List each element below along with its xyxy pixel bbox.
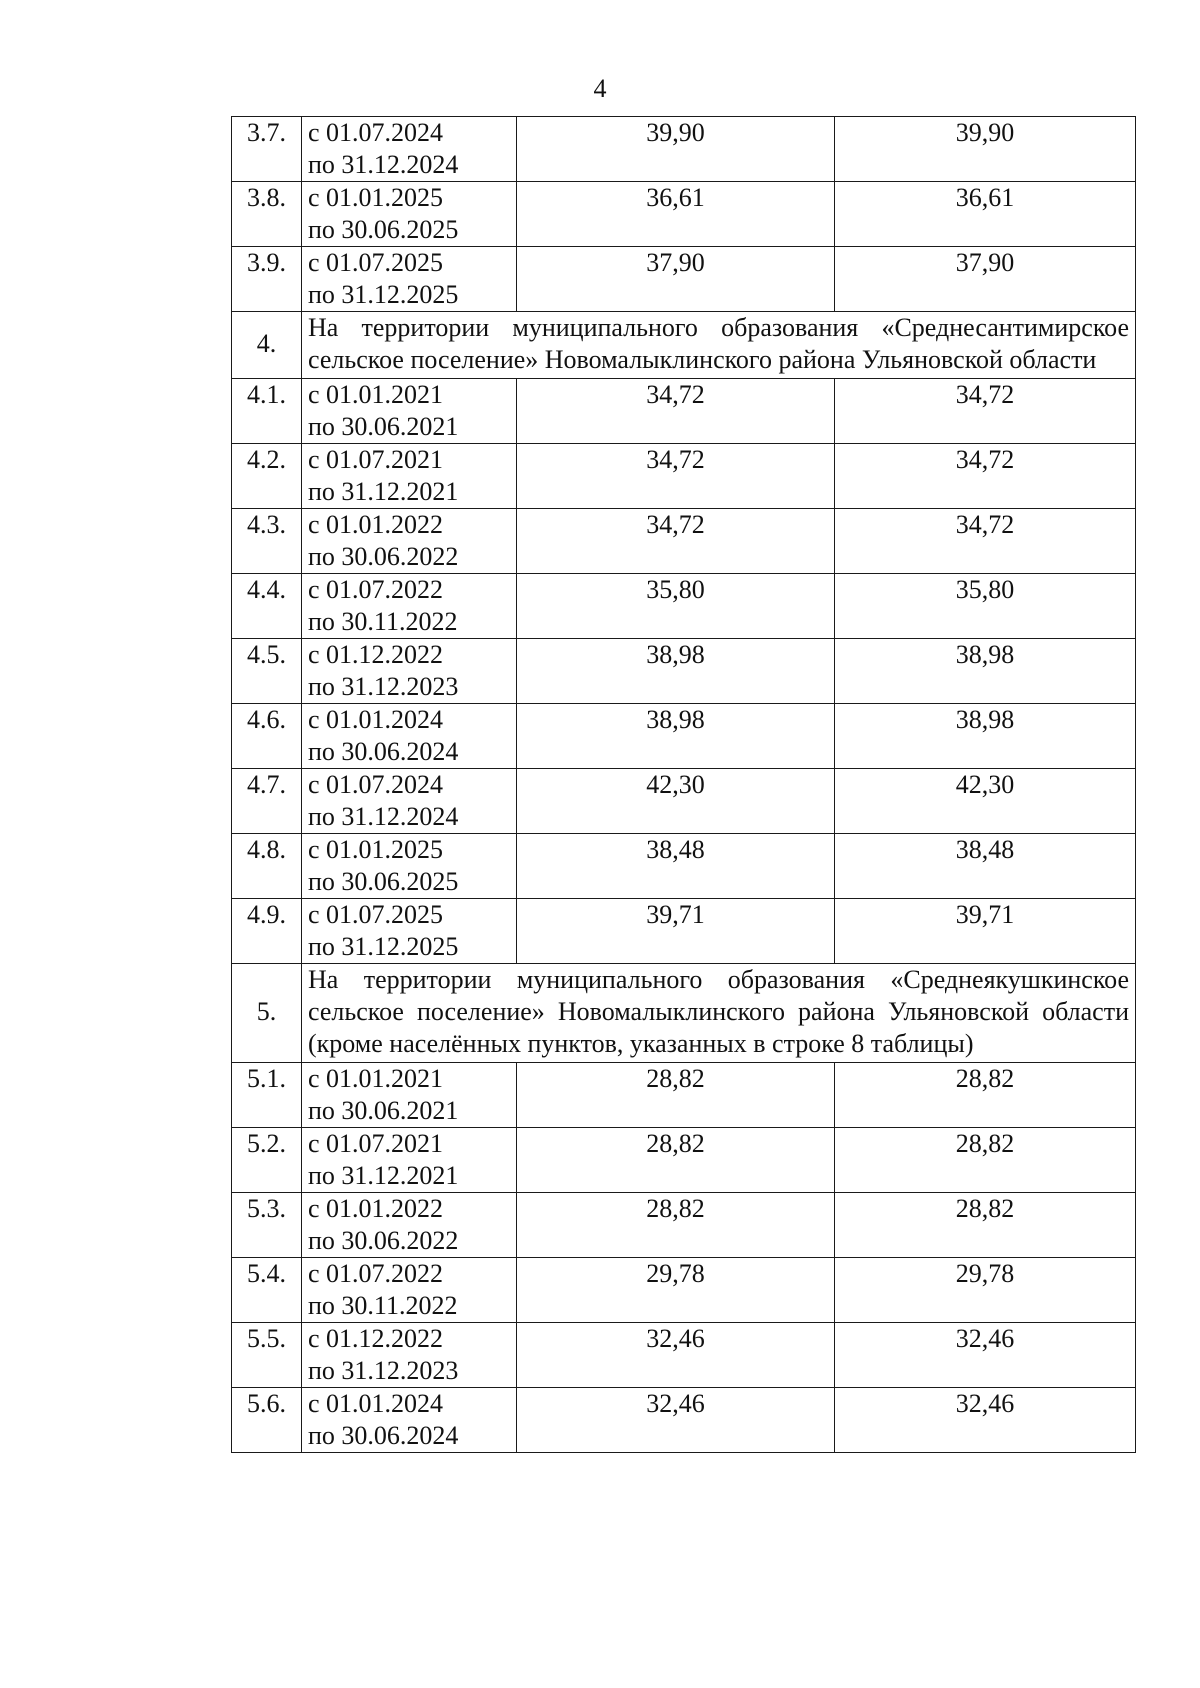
tariff-value-2: 34,72 bbox=[835, 444, 1136, 509]
table-row bbox=[232, 1323, 1136, 1388]
period-to: по 30.06.2021 bbox=[308, 412, 459, 441]
period-from: с 01.07.2025 bbox=[308, 248, 444, 277]
section-title: На территории муниципального образования «Среднесантимирское сельское поселение» Новомалыклинского района Ульяновской области bbox=[302, 312, 1136, 379]
row-number: 4.9. bbox=[232, 899, 302, 964]
period-to: по 31.12.2025 bbox=[308, 280, 459, 309]
tariff-value-2: 39,71 bbox=[835, 899, 1136, 964]
period-to: по 30.06.2025 bbox=[308, 215, 459, 244]
table-row bbox=[232, 574, 1136, 639]
tariff-value-2: 34,72 bbox=[835, 509, 1136, 574]
tariff-value-1: 28,82 bbox=[517, 1128, 835, 1193]
tariff-value-1: 32,46 bbox=[517, 1388, 835, 1453]
section-number: 5. bbox=[232, 964, 302, 1063]
tariff-value-1: 38,98 bbox=[517, 639, 835, 704]
tariff-value-1: 34,72 bbox=[517, 379, 835, 444]
period-to: по 30.06.2021 bbox=[308, 1096, 459, 1125]
tariff-table bbox=[231, 116, 1136, 1453]
tariff-value-2: 42,30 bbox=[835, 769, 1136, 834]
period-from: с 01.07.2024 bbox=[308, 770, 444, 799]
table-row bbox=[232, 247, 1136, 312]
table-row bbox=[232, 1193, 1136, 1258]
period-to: по 31.12.2023 bbox=[308, 672, 459, 701]
period-cell bbox=[302, 379, 517, 444]
tariff-value-1: 28,82 bbox=[517, 1063, 835, 1128]
table-row bbox=[232, 899, 1136, 964]
tariff-value-1: 35,80 bbox=[517, 574, 835, 639]
table-row bbox=[232, 1063, 1136, 1128]
period-cell bbox=[302, 117, 517, 182]
period-from: с 01.01.2022 bbox=[308, 1194, 444, 1223]
period-cell bbox=[302, 1128, 517, 1193]
table-row bbox=[232, 834, 1136, 899]
period-to: по 30.06.2022 bbox=[308, 1226, 459, 1255]
tariff-value-2: 37,90 bbox=[835, 247, 1136, 312]
table-row bbox=[232, 704, 1136, 769]
tariff-value-2: 35,80 bbox=[835, 574, 1136, 639]
tariff-value-1: 28,82 bbox=[517, 1193, 835, 1258]
row-number: 5.2. bbox=[232, 1128, 302, 1193]
table-row bbox=[232, 182, 1136, 247]
period-to: по 30.11.2022 bbox=[308, 1291, 458, 1320]
period-to: по 30.11.2022 bbox=[308, 607, 458, 636]
tariff-table-body bbox=[232, 117, 1136, 1453]
row-number: 3.7. bbox=[232, 117, 302, 182]
period-to: по 30.06.2024 bbox=[308, 1421, 459, 1450]
row-number: 4.1. bbox=[232, 379, 302, 444]
row-number: 3.9. bbox=[232, 247, 302, 312]
table-row bbox=[232, 379, 1136, 444]
tariff-value-2: 28,82 bbox=[835, 1193, 1136, 1258]
period-from: с 01.01.2024 bbox=[308, 705, 444, 734]
tariff-value-1: 38,48 bbox=[517, 834, 835, 899]
tariff-value-1: 37,90 bbox=[517, 247, 835, 312]
period-from: с 01.12.2022 bbox=[308, 640, 444, 669]
row-number: 4.8. bbox=[232, 834, 302, 899]
period-to: по 31.12.2024 bbox=[308, 150, 459, 179]
tariff-value-2: 34,72 bbox=[835, 379, 1136, 444]
row-number: 5.3. bbox=[232, 1193, 302, 1258]
period-to: по 31.12.2021 bbox=[308, 477, 459, 506]
table-row bbox=[232, 444, 1136, 509]
period-cell bbox=[302, 1388, 517, 1453]
tariff-value-1: 39,90 bbox=[517, 117, 835, 182]
period-to: по 30.06.2025 bbox=[308, 867, 459, 896]
period-from: с 01.07.2024 bbox=[308, 118, 444, 147]
period-cell bbox=[302, 247, 517, 312]
tariff-value-2: 38,48 bbox=[835, 834, 1136, 899]
period-from: с 01.07.2025 bbox=[308, 900, 444, 929]
table-row bbox=[232, 639, 1136, 704]
tariff-value-1: 32,46 bbox=[517, 1323, 835, 1388]
period-from: с 01.07.2022 bbox=[308, 575, 444, 604]
page-number: 4 bbox=[593, 74, 607, 103]
period-from: с 01.01.2025 bbox=[308, 183, 444, 212]
tariff-value-2: 32,46 bbox=[835, 1323, 1136, 1388]
table-row bbox=[232, 117, 1136, 182]
period-to: по 30.06.2024 bbox=[308, 737, 459, 766]
tariff-value-1: 38,98 bbox=[517, 704, 835, 769]
period-cell bbox=[302, 574, 517, 639]
period-cell bbox=[302, 444, 517, 509]
section-row bbox=[232, 964, 1136, 1063]
tariff-value-2: 29,78 bbox=[835, 1258, 1136, 1323]
period-to: по 31.12.2025 bbox=[308, 932, 459, 961]
tariff-value-2: 32,46 bbox=[835, 1388, 1136, 1453]
row-number: 4.6. bbox=[232, 704, 302, 769]
table-row bbox=[232, 1258, 1136, 1323]
period-cell bbox=[302, 639, 517, 704]
section-title: На территории муниципального образования «Среднеякушкинское сельское поселение» Новомалыклинского района Ульяновской области (кроме населённых пунктов, указанных в строке 8 таблицы) bbox=[302, 964, 1136, 1063]
tariff-value-2: 38,98 bbox=[835, 639, 1136, 704]
period-cell bbox=[302, 509, 517, 574]
period-from: с 01.01.2021 bbox=[308, 380, 444, 409]
period-from: с 01.01.2024 bbox=[308, 1389, 444, 1418]
period-from: с 01.01.2025 bbox=[308, 835, 444, 864]
table-row bbox=[232, 509, 1136, 574]
row-number: 4.2. bbox=[232, 444, 302, 509]
section-number: 4. bbox=[232, 312, 302, 379]
row-number: 4.7. bbox=[232, 769, 302, 834]
period-from: с 01.07.2022 bbox=[308, 1259, 444, 1288]
row-number: 4.4. bbox=[232, 574, 302, 639]
tariff-value-2: 36,61 bbox=[835, 182, 1136, 247]
period-from: с 01.01.2021 bbox=[308, 1064, 444, 1093]
period-from: с 01.07.2021 bbox=[308, 1129, 444, 1158]
section-row bbox=[232, 312, 1136, 379]
row-number: 3.8. bbox=[232, 182, 302, 247]
period-cell bbox=[302, 1323, 517, 1388]
tariff-value-2: 39,90 bbox=[835, 117, 1136, 182]
period-cell bbox=[302, 1193, 517, 1258]
period-cell bbox=[302, 182, 517, 247]
tariff-value-1: 42,30 bbox=[517, 769, 835, 834]
period-to: по 31.12.2021 bbox=[308, 1161, 459, 1190]
period-cell bbox=[302, 1063, 517, 1128]
tariff-value-1: 34,72 bbox=[517, 444, 835, 509]
table-row bbox=[232, 1128, 1136, 1193]
tariff-value-1: 36,61 bbox=[517, 182, 835, 247]
period-to: по 30.06.2022 bbox=[308, 542, 459, 571]
row-number: 5.6. bbox=[232, 1388, 302, 1453]
period-to: по 31.12.2023 bbox=[308, 1356, 459, 1385]
period-cell bbox=[302, 704, 517, 769]
period-cell bbox=[302, 834, 517, 899]
period-from: с 01.01.2022 bbox=[308, 510, 444, 539]
tariff-value-1: 39,71 bbox=[517, 899, 835, 964]
row-number: 4.5. bbox=[232, 639, 302, 704]
period-from: с 01.12.2022 bbox=[308, 1324, 444, 1353]
tariff-value-2: 28,82 bbox=[835, 1128, 1136, 1193]
row-number: 5.5. bbox=[232, 1323, 302, 1388]
period-to: по 31.12.2024 bbox=[308, 802, 459, 831]
tariff-value-2: 28,82 bbox=[835, 1063, 1136, 1128]
period-from: с 01.07.2021 bbox=[308, 445, 444, 474]
row-number: 4.3. bbox=[232, 509, 302, 574]
period-cell bbox=[302, 899, 517, 964]
tariff-value-2: 38,98 bbox=[835, 704, 1136, 769]
table-row bbox=[232, 769, 1136, 834]
tariff-value-1: 29,78 bbox=[517, 1258, 835, 1323]
row-number: 5.1. bbox=[232, 1063, 302, 1128]
tariff-value-1: 34,72 bbox=[517, 509, 835, 574]
table-row bbox=[232, 1388, 1136, 1453]
period-cell bbox=[302, 769, 517, 834]
period-cell bbox=[302, 1258, 517, 1323]
row-number: 5.4. bbox=[232, 1258, 302, 1323]
